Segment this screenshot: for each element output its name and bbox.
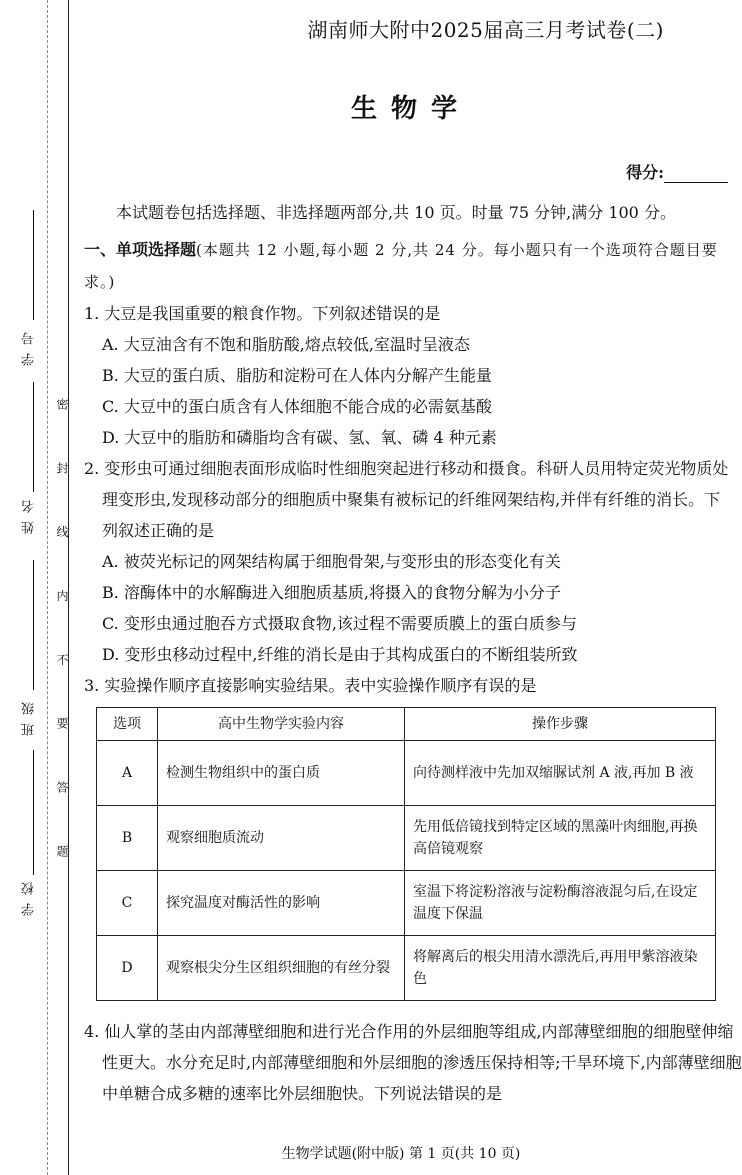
table-cell-steps: 将解离后的根尖用清水漂洗后,再用甲紫溶液染色 bbox=[405, 936, 716, 1001]
section-heading-line bbox=[84, 234, 730, 298]
section-body bbox=[84, 234, 730, 701]
field-name-blank[interactable] bbox=[33, 382, 34, 492]
table-cell-content: 观察根尖分生区组织细胞的有丝分裂 bbox=[158, 936, 405, 1001]
seal-line bbox=[47, 0, 48, 1175]
q1-option-c: C. 大豆中的蛋白质含有人体细胞不能合成的必需氨基酸 bbox=[102, 397, 492, 416]
table-header-option: 选项 bbox=[97, 708, 158, 741]
table-row bbox=[97, 741, 716, 806]
score-field bbox=[626, 160, 728, 183]
section-note: (本题共 12 小题,每小题 2 分,共 24 分。每小题只有一个选项符合题目要求。) bbox=[84, 241, 718, 291]
table-cell-option: B bbox=[97, 806, 158, 871]
section-heading: 一、单项选择题 bbox=[84, 240, 197, 259]
score-blank[interactable] bbox=[664, 168, 728, 183]
field-name: 姓 名 bbox=[22, 498, 37, 535]
table-cell-content: 观察细胞质流动 bbox=[158, 806, 405, 871]
q1-option-b: B. 大豆的蛋白质、脂肪和淀粉可在人体内分解产生能量 bbox=[102, 366, 492, 385]
table-row bbox=[97, 806, 716, 871]
subject-title: 生物学 bbox=[350, 94, 471, 124]
q4-stem: 4. 仙人掌的茎由内部薄壁细胞和进行光合作用的外层细胞等组成,内部薄壁细胞的细胞壁伸缩性更大。水分充足时,内部薄壁细胞和外层细胞的渗透压保持相等;干旱环境下,内部薄壁细胞中单糖合成多糖的速率比外层细胞快。下列说法错误的是 bbox=[84, 1022, 742, 1103]
q3-stem: 3. 实验操作顺序直接影响实验结果。表中实验操作顺序有误的是 bbox=[84, 676, 537, 695]
table-row bbox=[97, 936, 716, 1001]
table-row bbox=[97, 871, 716, 936]
table-cell-option: A bbox=[97, 741, 158, 806]
table-cell-steps: 向待测样液中先加双缩脲试剂 A 液,再加 B 液 bbox=[405, 741, 716, 806]
table-header-row bbox=[97, 708, 716, 741]
field-class: 班 级 bbox=[22, 700, 37, 737]
field-school: 学 校 bbox=[22, 880, 37, 917]
table-cell-content: 探究温度对酶活性的影响 bbox=[158, 871, 405, 936]
table-cell-option: D bbox=[97, 936, 158, 1001]
seal-warning-text: 密 封 线 内 不 要 答 题 bbox=[55, 398, 69, 881]
table-cell-steps: 室温下将淀粉溶液与淀粉酶溶液混匀后,在设定温度下保温 bbox=[405, 871, 716, 936]
q2-stem: 2. 变形虫可通过细胞表面形成临时性细胞突起进行移动和摄食。科研人员用特定荧光物质处理变形虫,发现移动部分的细胞质中聚集有被标记的纤维网架结构,并伴有纤维的消长。下列叙述正确的是 bbox=[84, 459, 729, 540]
q3-table bbox=[96, 707, 716, 1001]
exam-title: 湖南师大附中2025届高三月考试卷(二) bbox=[307, 18, 664, 42]
table-cell-content: 检测生物组织中的蛋白质 bbox=[158, 741, 405, 806]
field-student-id: 学 号 bbox=[22, 330, 37, 367]
q1-option-a: A. 大豆油含有不饱和脂肪酸,熔点较低,室温时呈液态 bbox=[102, 335, 470, 354]
q1-option-d: D. 大豆中的脂肪和磷脂均含有碳、氢、氧、磷 4 种元素 bbox=[102, 428, 497, 447]
table-header-content: 高中生物学实验内容 bbox=[158, 708, 405, 741]
q2-option-c: C. 变形虫通过胞吞方式摄取食物,该过程不需要质膜上的蛋白质参与 bbox=[102, 614, 577, 633]
page-footer: 生物学试题(附中版) 第 1 页(共 10 页) bbox=[281, 1146, 521, 1162]
table-header-steps: 操作步骤 bbox=[405, 708, 716, 741]
field-school-blank[interactable] bbox=[33, 750, 34, 875]
q2-option-a: A. 被荧光标记的网架结构属于细胞骨架,与变形虫的形态变化有关 bbox=[102, 552, 561, 571]
score-label: 得分: bbox=[626, 163, 664, 182]
q2-option-d: D. 变形虫移动过程中,纤维的消长是由于其构成蛋白的不断组装所致 bbox=[102, 645, 578, 664]
table-cell-option: C bbox=[97, 871, 158, 936]
exam-intro: 本试题卷包括选择题、非选择题两部分,共 10 页。时量 75 分钟,满分 100 分。 bbox=[116, 203, 676, 222]
table-cell-steps: 先用低倍镜找到特定区域的黑藻叶肉细胞,再换高倍镜观察 bbox=[405, 806, 716, 871]
field-class-blank[interactable] bbox=[33, 560, 34, 690]
q2-option-b: B. 溶酶体中的水解酶进入细胞质基质,将摄入的食物分解为小分子 bbox=[102, 583, 562, 602]
q1-stem: 1. 大豆是我国重要的粮食作物。下列叙述错误的是 bbox=[84, 304, 441, 323]
field-student-id-blank[interactable] bbox=[33, 210, 34, 320]
